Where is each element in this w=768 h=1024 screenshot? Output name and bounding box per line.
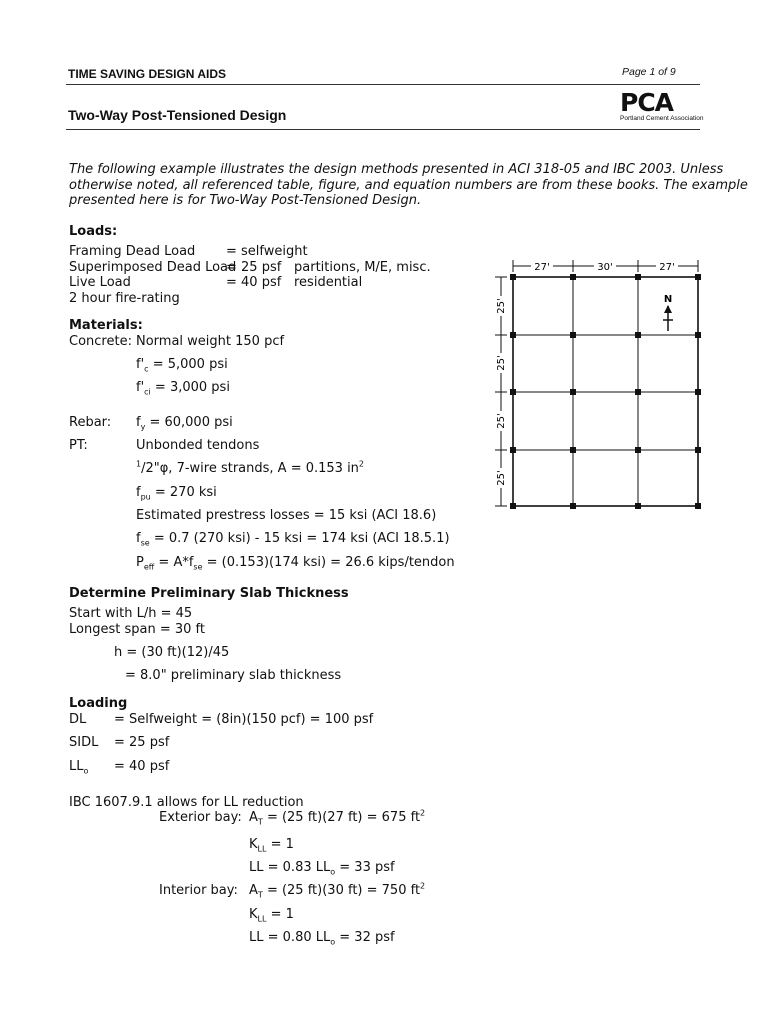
- int-at-symbol: A: [249, 883, 258, 898]
- int-at-value: = (25 ft)(30 ft) = 750 ft: [266, 883, 421, 898]
- column-marker: [635, 389, 641, 395]
- intro-line-3: presented here is for Two-Way Post-Tensioned Design.: [69, 193, 422, 208]
- peff-subscript: eff: [143, 562, 155, 572]
- int-ll-value: = 0.80 LL: [267, 930, 331, 945]
- int-at-subscript: T: [257, 890, 263, 900]
- fc-subscript: c: [144, 364, 149, 374]
- ext-kll-symbol: K: [249, 837, 258, 852]
- fse-line: [136, 531, 450, 546]
- fci-subscript: ci: [144, 387, 151, 397]
- intro-line-1: The following example illustrates the design methods presented in ACI 318-05 and IBC 2003. Unless: [69, 162, 724, 177]
- strand-fraction-numerator: 1: [136, 459, 142, 469]
- loads-heading: Loads:: [69, 224, 118, 239]
- fci-symbol: f': [136, 380, 145, 395]
- int-kll-value: = 1: [270, 907, 294, 922]
- ext-at-value: = (25 ft)(27 ft) = 675 ft: [266, 810, 421, 825]
- pca-logo-subtitle: Portland Cement Association: [620, 115, 704, 122]
- column-marker: [570, 332, 576, 338]
- int-kll-subscript: LL: [257, 914, 267, 924]
- column-marker: [635, 332, 641, 338]
- load-value-live: = 40 psf: [226, 275, 282, 290]
- dl-label: DL: [69, 712, 87, 727]
- load-label-live: Live Load: [69, 275, 131, 290]
- peff-mid: = A*f: [158, 555, 194, 570]
- load-value-sdl: = 25 psf: [226, 260, 282, 275]
- loading-heading: Loading: [69, 696, 128, 711]
- pca-logo-text: PCA: [620, 88, 674, 117]
- concrete-weight: Normal weight 150 pcf: [136, 334, 285, 349]
- fpu-value: = 270 ksi: [154, 485, 217, 500]
- bay-height-label-4: 25': [496, 470, 507, 486]
- exterior-kll-line: [249, 837, 294, 852]
- fc-line: [136, 357, 228, 372]
- load-label-sdl: Superimposed Dead Load: [69, 260, 237, 275]
- document-series-title: TIME SAVING DESIGN AIDS: [68, 67, 227, 81]
- column-marker: [570, 447, 576, 453]
- bay-width-label-3: 27': [659, 262, 675, 273]
- fci-line: [136, 380, 230, 395]
- load-note-live: residential: [294, 275, 363, 290]
- north-label: N: [663, 294, 673, 305]
- interior-kll-line: [249, 907, 294, 922]
- exterior-bay-label: Exterior bay:: [159, 810, 242, 825]
- ext-ll-symbol: LL: [249, 860, 264, 875]
- fpu-line: [136, 485, 217, 500]
- concrete-label: Concrete:: [69, 334, 132, 349]
- bay-width-label-2: 30': [597, 262, 613, 273]
- column-marker: [510, 389, 516, 395]
- fc-value: = 5,000 psi: [152, 357, 228, 372]
- fse-value: = 0.7 (270 ksi) - 15 ksi = 174 ksi (ACI 18.5.1): [153, 531, 450, 546]
- fse-subscript: se: [140, 538, 150, 548]
- fc-symbol: f': [136, 357, 145, 372]
- strand-line: [136, 461, 364, 476]
- column-marker: [635, 274, 641, 280]
- llo-label: [69, 759, 88, 774]
- strand-area-exponent: 2: [358, 459, 365, 469]
- bay-height-label-3: 25': [496, 413, 507, 429]
- fy-subscript: y: [140, 422, 146, 432]
- floor-plan-diagram: [488, 256, 704, 512]
- fire-rating: 2 hour fire-rating: [69, 291, 180, 306]
- column-marker: [635, 447, 641, 453]
- exterior-ll-line: [249, 860, 395, 875]
- thickness-line-4: = 8.0" preliminary slab thickness: [125, 668, 342, 683]
- int-at-exponent: 2: [420, 881, 426, 891]
- load-value-framing: = selfweight: [226, 244, 308, 259]
- column-marker: [695, 503, 701, 509]
- fy-line: [136, 415, 233, 430]
- ext-kll-subscript: LL: [257, 844, 267, 854]
- header-rule-bottom: [66, 129, 700, 130]
- pt-label: PT:: [69, 438, 88, 453]
- materials-heading: Materials:: [69, 318, 143, 333]
- thickness-line-2: Longest span = 30 ft: [69, 622, 205, 637]
- sidl-label: SIDL: [69, 735, 99, 750]
- llo-symbol: LL: [69, 759, 84, 774]
- column-marker: [570, 503, 576, 509]
- ext-at-exponent: 2: [420, 808, 426, 818]
- bay-height-label-2: 25': [496, 355, 507, 371]
- page-number: Page 1 of 9: [622, 66, 676, 78]
- fpu-subscript: pu: [140, 492, 151, 502]
- peff-fse-subscript: se: [193, 562, 203, 572]
- column-marker: [510, 332, 516, 338]
- rebar-label: Rebar:: [69, 415, 112, 430]
- column-marker: [510, 274, 516, 280]
- header-rule-top: [66, 84, 700, 85]
- column-marker: [695, 274, 701, 280]
- ext-at-subscript: T: [257, 817, 263, 827]
- load-label-framing: Framing Dead Load: [69, 244, 196, 259]
- thickness-line-1: Start with L/h = 45: [69, 606, 193, 621]
- load-note-sdl: partitions, M/E, misc.: [294, 260, 431, 275]
- fy-value: = 60,000 psi: [149, 415, 233, 430]
- int-kll-symbol: K: [249, 907, 258, 922]
- bay-width-label-1: 27': [534, 262, 550, 273]
- north-arrow-icon: [663, 305, 673, 331]
- column-marker: [635, 503, 641, 509]
- ext-kll-value: = 1: [270, 837, 294, 852]
- page-title: Two-Way Post-Tensioned Design: [68, 107, 287, 123]
- column-marker: [695, 389, 701, 395]
- interior-bay-label: Interior bay:: [159, 883, 238, 898]
- peff-symbol: P: [136, 555, 144, 570]
- thickness-heading: Determine Preliminary Slab Thickness: [69, 586, 349, 601]
- peff-value: = (0.153)(174 ksi) = 26.6 kips/tendon: [206, 555, 455, 570]
- column-marker: [570, 274, 576, 280]
- ext-ll-value: = 0.83 LL: [267, 860, 331, 875]
- column-marker: [695, 332, 701, 338]
- reduction-intro: IBC 1607.9.1 allows for LL reduction: [69, 795, 304, 810]
- column-marker: [510, 447, 516, 453]
- fpu-symbol: f: [136, 485, 141, 500]
- bay-height-label-1: 25': [496, 298, 507, 314]
- ext-ll-subscript: o: [330, 867, 336, 877]
- fse-symbol: f: [136, 531, 141, 546]
- column-marker: [695, 447, 701, 453]
- int-ll-subscript: o: [330, 937, 336, 947]
- thickness-line-3: h = (30 ft)(12)/45: [114, 645, 230, 660]
- interior-at-line: [249, 883, 425, 898]
- exterior-at-line: [249, 810, 425, 825]
- ext-at-symbol: A: [249, 810, 258, 825]
- pca-logo: [620, 88, 703, 122]
- fy-symbol: f: [136, 415, 141, 430]
- pt-tendon-type: Unbonded tendons: [136, 438, 260, 453]
- sidl-value: = 25 psf: [114, 735, 170, 750]
- fci-value: = 3,000 psi: [154, 380, 230, 395]
- ext-ll-result: = 33 psf: [339, 860, 395, 875]
- strand-description: /2"φ, 7-wire strands, A = 0.153 in: [141, 461, 359, 476]
- interior-ll-line: [249, 930, 395, 945]
- llo-subscript: o: [83, 766, 89, 776]
- int-ll-symbol: LL: [249, 930, 264, 945]
- peff-line: [136, 555, 455, 570]
- column-marker: [570, 389, 576, 395]
- prestress-losses: Estimated prestress losses = 15 ksi (ACI 18.6): [136, 508, 437, 523]
- llo-value: = 40 psf: [114, 759, 170, 774]
- int-ll-result: = 32 psf: [339, 930, 395, 945]
- column-marker: [510, 503, 516, 509]
- dl-value: = Selfweight = (8in)(150 pcf) = 100 psf: [114, 712, 374, 727]
- intro-line-2: otherwise noted, all referenced table, figure, and equation numbers are from these books. The example: [69, 178, 748, 193]
